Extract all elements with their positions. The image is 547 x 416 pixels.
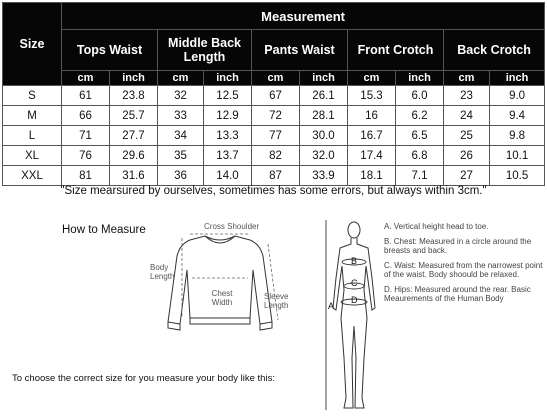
- instruction-d: D. Hips: Measured around the rear. Basic Meaurements of the Human Body: [384, 284, 531, 303]
- measurement-instructions: [384, 222, 544, 309]
- table-cell: 76: [62, 146, 110, 166]
- table-cell: 10.1: [490, 146, 545, 166]
- table-cell: 30.0: [300, 126, 348, 146]
- table-cell: 67: [252, 86, 300, 106]
- chest-width-label: Chest Width: [211, 289, 233, 307]
- table-cell: 15.3: [348, 86, 396, 106]
- body-length-label: Body Length: [150, 263, 175, 281]
- table-cell: 6.5: [396, 126, 444, 146]
- table-cell: 33: [158, 106, 204, 126]
- table-cell: 32: [158, 86, 204, 106]
- table-cell: 27: [444, 166, 490, 186]
- table-cell: 18.1: [348, 166, 396, 186]
- size-cell: M: [3, 106, 62, 126]
- column-header-pants-waist: Pants Waist: [252, 30, 348, 71]
- table-cell: 24: [444, 106, 490, 126]
- instruction-c: C. Waist: Measured from the narrowest point of the waist. Body shoould be relaxed.: [384, 260, 543, 279]
- size-note: "Size mearsured by ourselves, sometimes has some errors, but always within 3cm.": [60, 185, 487, 197]
- table-cell: 81: [62, 166, 110, 186]
- table-cell: 28.1: [300, 106, 348, 126]
- table-cell: 14.0: [204, 166, 252, 186]
- table-cell: 27.7: [110, 126, 158, 146]
- table-cell: 33.9: [300, 166, 348, 186]
- unit-header: inch: [490, 71, 545, 86]
- column-header-middle-back-length: Middle Back Length: [158, 30, 252, 71]
- sleeve-length-label: Sleeve Length: [264, 292, 289, 310]
- table-cell: 32.0: [300, 146, 348, 166]
- table-cell: 9.0: [490, 86, 545, 106]
- table-cell: 35: [158, 146, 204, 166]
- table-cell: 10.5: [490, 166, 545, 186]
- body-letter-a: A: [328, 301, 335, 311]
- table-row: [3, 106, 545, 126]
- unit-header: cm: [62, 71, 110, 86]
- table-cell: 82: [252, 146, 300, 166]
- column-header-back-crotch: Back Crotch: [444, 30, 545, 71]
- table-cell: 23.8: [110, 86, 158, 106]
- table-cell: 16.7: [348, 126, 396, 146]
- table-cell: 25.7: [110, 106, 158, 126]
- unit-header: cm: [252, 71, 300, 86]
- column-header-front-crotch: Front Crotch: [348, 30, 444, 71]
- table-cell: 26: [444, 146, 490, 166]
- table-cell: 29.6: [110, 146, 158, 166]
- table-row: [3, 166, 545, 186]
- body-letter-c: C: [351, 278, 358, 288]
- table-cell: 12.5: [204, 86, 252, 106]
- table-cell: 31.6: [110, 166, 158, 186]
- table-row: [3, 86, 545, 106]
- table-cell: 66: [62, 106, 110, 126]
- instruction-a: A. Vertical height head to toe.: [384, 222, 489, 231]
- unit-header: inch: [204, 71, 252, 86]
- size-cell: S: [3, 86, 62, 106]
- table-cell: 36: [158, 166, 204, 186]
- cross-shoulder-label: Cross Shoulder: [204, 222, 260, 231]
- column-header-tops-waist: Tops Waist: [62, 30, 158, 71]
- unit-header: cm: [348, 71, 396, 86]
- table-cell: 16: [348, 106, 396, 126]
- table-cell: 6.0: [396, 86, 444, 106]
- measurement-header: Measurement: [62, 3, 545, 30]
- how-to-measure-title: How to Measure: [62, 224, 146, 236]
- choose-size-text: To choose the correct size for you measure your body like this:: [12, 373, 275, 384]
- body-measurement-diagram: [322, 218, 382, 413]
- table-cell: 6.2: [396, 106, 444, 126]
- unit-header: cm: [158, 71, 204, 86]
- unit-header: inch: [396, 71, 444, 86]
- table-cell: 26.1: [300, 86, 348, 106]
- size-cell: L: [3, 126, 62, 146]
- table-cell: 13.3: [204, 126, 252, 146]
- unit-header: inch: [110, 71, 158, 86]
- size-chart-table: [2, 2, 545, 186]
- unit-header: cm: [444, 71, 490, 86]
- table-cell: 12.9: [204, 106, 252, 126]
- body-letter-d: D: [351, 295, 358, 305]
- body-letter-b: B: [351, 256, 358, 266]
- table-cell: 17.4: [348, 146, 396, 166]
- instruction-b: B. Chest: Measured in a circle around the breasts and back.: [384, 236, 532, 255]
- table-cell: 71: [62, 126, 110, 146]
- table-cell: 25: [444, 126, 490, 146]
- table-cell: 72: [252, 106, 300, 126]
- table-cell: 6.8: [396, 146, 444, 166]
- table-cell: 34: [158, 126, 204, 146]
- table-row: [3, 146, 545, 166]
- table-cell: 9.4: [490, 106, 545, 126]
- table-cell: 13.7: [204, 146, 252, 166]
- table-cell: 23: [444, 86, 490, 106]
- unit-header: inch: [300, 71, 348, 86]
- size-cell: XL: [3, 146, 62, 166]
- table-cell: 61: [62, 86, 110, 106]
- table-cell: 77: [252, 126, 300, 146]
- size-header: Size: [3, 3, 62, 86]
- table-cell: 9.8: [490, 126, 545, 146]
- size-cell: XXL: [3, 166, 62, 186]
- table-cell: 87: [252, 166, 300, 186]
- table-cell: 7.1: [396, 166, 444, 186]
- table-row: [3, 126, 545, 146]
